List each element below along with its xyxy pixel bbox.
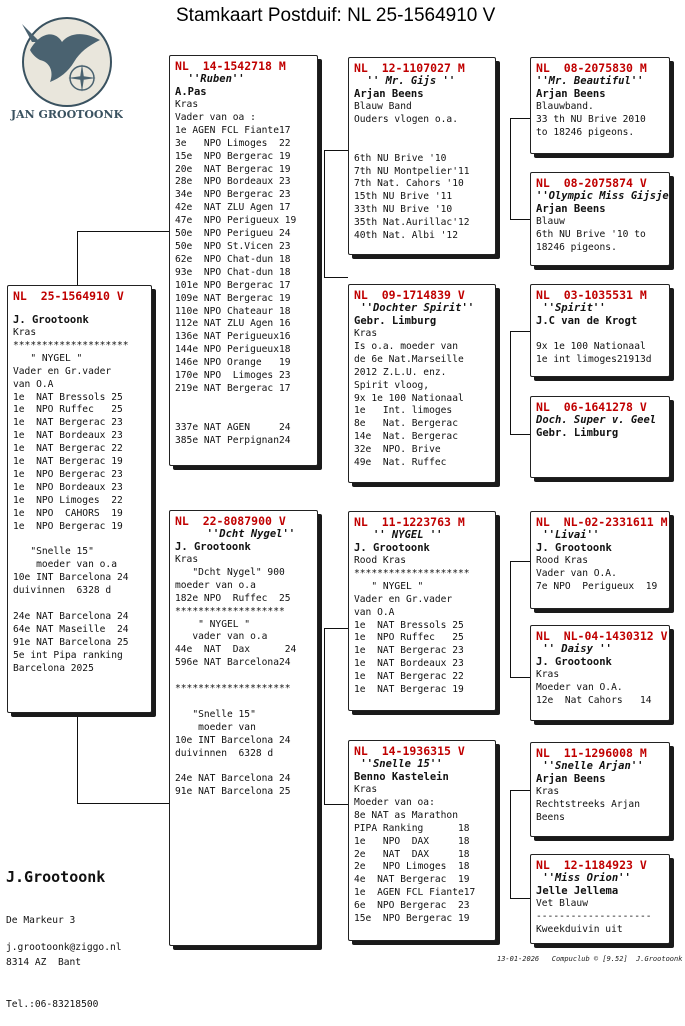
connector-line — [510, 434, 530, 435]
pigeon-name: ''Dcht Nygel'' — [175, 528, 296, 540]
connector-line — [510, 118, 530, 119]
note-line: 1e Int. limoges — [354, 405, 453, 417]
note-line: "Snelle 15" — [13, 546, 94, 558]
connector-line — [510, 219, 530, 220]
note-line: 6th NU Brive '10 — [354, 152, 447, 164]
note-line: 219e NAT Bergerac 17 — [175, 382, 291, 394]
note-line: Blauwband. — [536, 101, 594, 112]
note-line: van O.A — [354, 606, 395, 618]
note-line: 49e Nat. Ruffec — [354, 457, 447, 469]
connector-line — [324, 150, 325, 277]
note-line: 146e NPO Orange 19 — [175, 357, 291, 369]
note-line: duivinnen 6328 d — [13, 585, 112, 597]
owner: Benno Kastelein — [354, 771, 449, 783]
note-line: 15th NU Brive '11 — [354, 191, 453, 203]
note-line: 1e NPO Ruffec 25 — [13, 404, 123, 416]
note-line: 1e AGEN FCL Fiante17 — [354, 887, 476, 899]
connector-line — [324, 804, 348, 805]
owner: Gebr. Limburg — [536, 427, 619, 439]
pedigree-notes — [354, 784, 490, 926]
pedigree-notes — [175, 554, 312, 799]
note-line: " NYGEL " — [13, 352, 83, 364]
connector-line — [324, 628, 325, 804]
note-line: 1e NAT Bressols 25 — [354, 619, 464, 631]
note-line: 1e NPO DAX 18 — [354, 835, 470, 847]
breeder-address — [6, 886, 98, 1026]
pedigree-notes — [536, 101, 664, 140]
pedigree-notes — [354, 555, 490, 697]
note-line: Kweekduivin uit — [536, 923, 623, 935]
owner: Gebr. Limburg — [354, 315, 437, 327]
ring-number: NL 12-1107027 M — [354, 61, 465, 75]
ring-number: NL 22-8087900 V — [175, 514, 286, 528]
owner: J. Grootoonk — [354, 542, 430, 554]
note-line: 1e NAT Bressols 25 — [13, 391, 123, 403]
pigeon-name: ''Ruben'' — [175, 73, 245, 85]
owner: J. Grootoonk — [13, 314, 89, 326]
note-line: vader van o.a — [175, 631, 268, 643]
pigeon-name: ''Snelle Arjan'' — [536, 760, 644, 772]
breeder-email: j.grootoonk@ziggo.nl — [6, 942, 122, 953]
note-line: ******************* — [175, 605, 285, 617]
ring-number: NL NL-02-2331611 M — [536, 515, 668, 529]
note-line: 1e NAT Bordeaux 23 — [354, 658, 464, 670]
note-line: Kras — [354, 328, 378, 339]
print-stamp: 13-01-2026 Compuclub © [9.52] J.Grootoonk — [497, 955, 683, 963]
note-line: 1e AGEN FCL Fiante17 — [175, 124, 291, 136]
note-line: 8e NAT as Marathon — [354, 809, 458, 821]
pigeon-card-subject[interactable] — [7, 285, 152, 713]
note-line: 7th Nat. Cahors '10 — [354, 178, 464, 190]
note-line — [175, 409, 312, 422]
note-line: 385e NAT Perpignan24 — [175, 434, 291, 446]
note-line: 1e NAT Bordeaux 23 — [13, 430, 123, 442]
note-line — [13, 534, 146, 547]
note-line: Vader en Gr.vader — [354, 593, 453, 605]
note-line: Spirit vloog, — [354, 379, 430, 391]
note-line: 32e NPO. Brive — [354, 444, 441, 456]
note-line: 28e NPO Bordeaux 23 — [175, 176, 291, 188]
note-line: 35th Nat.Aurillac'12 — [354, 217, 470, 229]
note-line: 144e NPO Perigueux18 — [175, 344, 291, 356]
note-line: 24e NAT Barcelona 24 — [13, 610, 129, 622]
note-line: 1e NPO Ruffec 25 — [354, 632, 464, 644]
note-line: Rood Kras — [536, 555, 588, 566]
ring-number: NL 12-1184923 V — [536, 858, 647, 872]
note-line: 182e NPO Ruffec 25 — [175, 592, 291, 604]
note-line: 62e NPO Chat-dun 18 — [175, 253, 291, 265]
pigeon-name: '' NYGEL '' — [354, 529, 443, 541]
note-line — [13, 598, 146, 611]
note-line: ******************** — [13, 339, 129, 351]
note-line: 1e NPO CAHORS 19 — [13, 507, 123, 519]
note-line: " NYGEL " — [354, 580, 424, 592]
note-line: 596e NAT Barcelona24 — [175, 657, 291, 669]
connector-line — [324, 628, 348, 629]
note-line: Kras — [175, 554, 199, 565]
ring-number: NL NL-04-1430312 V — [536, 629, 668, 643]
breeder-name: J.Grootoonk — [6, 868, 106, 886]
pigeon-card-ddd[interactable] — [530, 854, 670, 944]
connector-line — [324, 277, 348, 278]
note-line: 91e NAT Barcelona 25 — [175, 786, 291, 798]
pigeon-name: ''Olympic Miss Gijsje — [536, 190, 669, 202]
pigeon-card-dss[interactable] — [530, 511, 670, 609]
note-line: ******************** — [175, 683, 291, 695]
note-line: PIPA Ranking 18 — [354, 822, 470, 834]
owner: Arjan Beens — [536, 773, 606, 785]
pedigree-notes — [536, 328, 664, 367]
note-line: duivinnen 6328 d — [175, 747, 274, 759]
pigeon-card-dds[interactable] — [530, 742, 670, 837]
note-line: 109e NAT Bergerac 19 — [175, 292, 291, 304]
note-line: Vet Blauw — [536, 898, 588, 909]
note-line: 101e NPO Bergerac 17 — [175, 279, 291, 291]
note-line: Kras — [354, 784, 378, 795]
pigeon-card-sire-sire[interactable] — [348, 57, 496, 255]
note-line: de 6e Nat.Marseille — [354, 353, 464, 365]
address-line: Tel.:06-83218500 — [6, 999, 99, 1010]
connector-line — [510, 561, 511, 677]
note-line: 1e int limoges21913d — [536, 353, 652, 365]
note-line: 1e NPO Bergerac 19 — [13, 520, 123, 532]
note-line — [175, 696, 312, 709]
note-line: 1e NAT Bergerac 19 — [354, 684, 464, 696]
note-line — [175, 396, 312, 409]
note-line: 12e Nat Cahors 14 — [536, 694, 652, 706]
note-line: 20e NAT Bergerac 19 — [175, 163, 291, 175]
ring-number: NL 08-2075874 V — [536, 176, 647, 190]
note-line: 1e NPO Bergerac 23 — [13, 468, 123, 480]
pedigree-notes — [536, 786, 664, 825]
pigeon-card-sire[interactable] — [169, 55, 318, 466]
note-line: 112e NAT ZLU Agen 16 — [175, 318, 291, 330]
note-line: 1e NAT Bergerac 22 — [13, 443, 123, 455]
note-line: 33 th NU Brive 2010 — [536, 113, 646, 125]
ring-number: NL 25-1564910 V — [13, 289, 124, 303]
pedigree-notes — [13, 327, 146, 675]
pigeon-logo — [10, 12, 123, 127]
note-line: Blauw Band — [354, 101, 412, 112]
owner: J. Grootoonk — [536, 542, 612, 554]
pigeon-name: ''Miss Orion'' — [536, 872, 631, 884]
note-line: " NYGEL " — [175, 618, 251, 630]
pedigree-notes — [536, 898, 664, 937]
owner: Arjan Beens — [536, 203, 606, 215]
note-line: 10e INT Barcelona 24 — [13, 572, 129, 584]
note-line: 5e int Pipa ranking — [13, 649, 123, 661]
note-line: 136e NAT Perigueux16 — [175, 331, 291, 343]
address-line: 8314 AZ Bant — [6, 957, 82, 968]
connector-line — [510, 331, 511, 434]
pigeon-card-dsd[interactable] — [530, 625, 670, 721]
note-line: Beens — [536, 811, 565, 823]
pigeon-name: ''Livai'' — [536, 529, 600, 541]
pigeon-name: '' Mr. Gijs '' — [354, 75, 456, 87]
note-line: Moeder van O.A. — [536, 681, 623, 693]
note-line: van O.A — [13, 378, 54, 390]
note-line: 1e NAT Bergerac 23 — [13, 417, 123, 429]
pigeon-card-sdd[interactable] — [530, 396, 670, 478]
ring-number: NL 03-1035531 M — [536, 288, 647, 302]
note-line: 1e NAT Bergerac 23 — [354, 645, 464, 657]
note-line — [536, 328, 664, 341]
note-line: Is o.a. moeder van — [354, 340, 458, 352]
note-line: moeder van o.a — [13, 559, 117, 571]
note-line: to 18246 pigeons. — [536, 126, 635, 138]
note-line: 15e NPO Bergerac 19 — [354, 913, 470, 925]
note-line: 6th NU Brive '10 to — [536, 228, 646, 240]
note-line: -------------------- — [536, 910, 652, 922]
ring-number: NL 14-1542718 M — [175, 59, 286, 73]
note-line: moeder van — [175, 721, 256, 733]
note-line: moeder van o.a — [175, 579, 256, 591]
connector-line — [510, 677, 530, 678]
note-line: 64e NAT Maseille 24 — [13, 623, 129, 635]
page-title: Stamkaart Postduif: NL 25-1564910 V — [176, 5, 496, 26]
ring-number: NL 08-2075830 M — [536, 61, 647, 75]
owner: J.C van de Krogt — [536, 315, 638, 327]
note-line: Blauw — [536, 216, 565, 227]
note-line: ******************** — [354, 567, 470, 579]
connector-line — [77, 713, 78, 803]
note-line: 15e NPO Bergerac 19 — [175, 150, 291, 162]
note-line: 170e NPO Limoges 23 — [175, 370, 291, 382]
note-line: 1e NPO Limoges 22 — [13, 494, 123, 506]
ring-number: NL 11-1223763 M — [354, 515, 465, 529]
note-line: 3e NPO Limoges 22 — [175, 137, 291, 149]
note-line: 110e NPO Chateaur 18 — [175, 305, 291, 317]
note-line: Vader van O.A. — [536, 567, 617, 579]
note-line: 44e NAT Dax 24 — [175, 644, 297, 656]
note-line: 40th Nat. Albi '12 — [354, 230, 458, 242]
connector-line — [510, 790, 511, 898]
connector-line — [77, 231, 169, 232]
note-line: 9x 1e 100 Nationaal — [536, 340, 646, 352]
note-line: Kras — [536, 786, 560, 797]
pedigree-notes — [175, 99, 312, 447]
owner: A.Pas — [175, 86, 207, 98]
note-line: 50e NPO St.Vicen 23 — [175, 240, 291, 252]
pigeon-name: ''Dochter Spirit'' — [354, 302, 475, 314]
note-line: 337e NAT AGEN 24 — [175, 421, 291, 433]
note-line: 7th NU Montpelier'11 — [354, 165, 470, 177]
note-line — [354, 140, 490, 153]
note-line: 50e NPO Perigueu 24 — [175, 228, 291, 240]
pigeon-name: Doch. Super v. Geel — [536, 414, 657, 426]
note-line: Kras — [175, 99, 199, 110]
pigeon-name: ''Spirit'' — [536, 302, 606, 314]
owner: Arjan Beens — [354, 88, 424, 100]
pigeon-card-dam[interactable] — [169, 510, 318, 946]
note-line: "Dcht Nygel" 900 — [175, 566, 285, 578]
pigeon-card-sire-dam[interactable] — [348, 284, 496, 483]
note-line: 14e Nat. Bergerac — [354, 431, 458, 443]
note-line — [354, 127, 490, 140]
note-line: "Snelle 15" — [175, 708, 256, 720]
pedigree-notes — [536, 669, 664, 708]
note-line: 91e NAT Barcelona 25 — [13, 636, 129, 648]
note-line: 8e Nat. Bergerac — [354, 418, 458, 430]
connector-line — [510, 561, 530, 562]
connector-line — [510, 331, 530, 332]
note-line: Kras — [536, 669, 560, 680]
note-line — [175, 760, 312, 773]
note-line: 1e NPO Bordeaux 23 — [13, 481, 123, 493]
note-line: 18246 pigeons. — [536, 241, 617, 253]
note-line: Moeder van oa: — [354, 796, 435, 808]
note-line: 93e NPO Chat-dun 18 — [175, 266, 291, 278]
logo-text: JAN GROOTOONK — [10, 108, 123, 121]
note-line: 4e NAT Bergerac 19 — [354, 874, 470, 886]
note-line — [175, 670, 312, 683]
connector-line — [510, 790, 530, 791]
ring-number: NL 14-1936315 V — [354, 744, 465, 758]
note-line: 1e NAT Bergerac 19 — [13, 456, 123, 468]
pigeon-name: ''Mr. Beautiful'' — [536, 75, 644, 87]
pigeon-card-ssd[interactable] — [530, 172, 670, 266]
owner: Arjan Beens — [536, 88, 606, 100]
pigeon-card-dam-dam[interactable] — [348, 740, 496, 941]
note-line: Ouders vlogen o.a. — [354, 113, 458, 125]
note-line: 9x 1e 100 Nationaal — [354, 392, 464, 404]
note-line: Barcelona 2025 — [13, 662, 94, 674]
owner: Jelle Jellema — [536, 885, 619, 897]
note-line: 34e NPO Bergerac 23 — [175, 189, 291, 201]
ring-number: NL 11-1296008 M — [536, 746, 647, 760]
note-line: 6e NPO Bergerac 23 — [354, 900, 470, 912]
note-line: 1e NAT Bergerac 22 — [354, 671, 464, 683]
connector-line — [324, 150, 348, 151]
ring-number: NL 09-1714839 V — [354, 288, 465, 302]
note-line: 2e NPO Limoges 18 — [354, 861, 470, 873]
note-line: 7e NPO Perigueux 19 — [536, 580, 658, 592]
pedigree-notes — [354, 328, 490, 470]
pedigree-notes — [536, 555, 664, 594]
note-line: Rechtstreeks Arjan — [536, 798, 640, 810]
note-line: Kras — [13, 327, 37, 338]
address-line: De Markeur 3 — [6, 915, 76, 926]
pigeon-card-sds[interactable] — [530, 284, 670, 377]
connector-line — [510, 898, 530, 899]
pigeon-card-sss[interactable] — [530, 57, 670, 154]
pedigree-notes — [536, 216, 664, 255]
owner: J. Grootoonk — [175, 541, 251, 553]
connector-line — [77, 231, 78, 289]
note-line: Vader en Gr.vader — [13, 365, 112, 377]
connector-line — [77, 803, 169, 804]
owner: J. Grootoonk — [536, 656, 612, 668]
pigeon-name: '' Daisy '' — [536, 643, 612, 655]
pedigree-notes — [354, 101, 490, 243]
note-line: 2012 Z.L.U. enz. — [354, 366, 447, 378]
note-line: 33th NU Brive '10 — [354, 204, 453, 216]
note-line: 42e NAT ZLU Agen 17 — [175, 202, 291, 214]
note-line: Rood Kras — [354, 555, 406, 566]
note-line: 24e NAT Barcelona 24 — [175, 773, 291, 785]
pigeon-card-dam-sire[interactable] — [348, 511, 496, 711]
note-line: Vader van oa : — [175, 111, 256, 123]
note-line: 2e NAT DAX 18 — [354, 848, 470, 860]
ring-number: NL 06-1641278 V — [536, 400, 647, 414]
note-line: 47e NPO Perigueux 19 — [175, 215, 297, 227]
note-line: 10e INT Barcelona 24 — [175, 734, 291, 746]
connector-line — [510, 118, 511, 219]
pigeon-name: ''Snelle 15'' — [354, 758, 443, 770]
